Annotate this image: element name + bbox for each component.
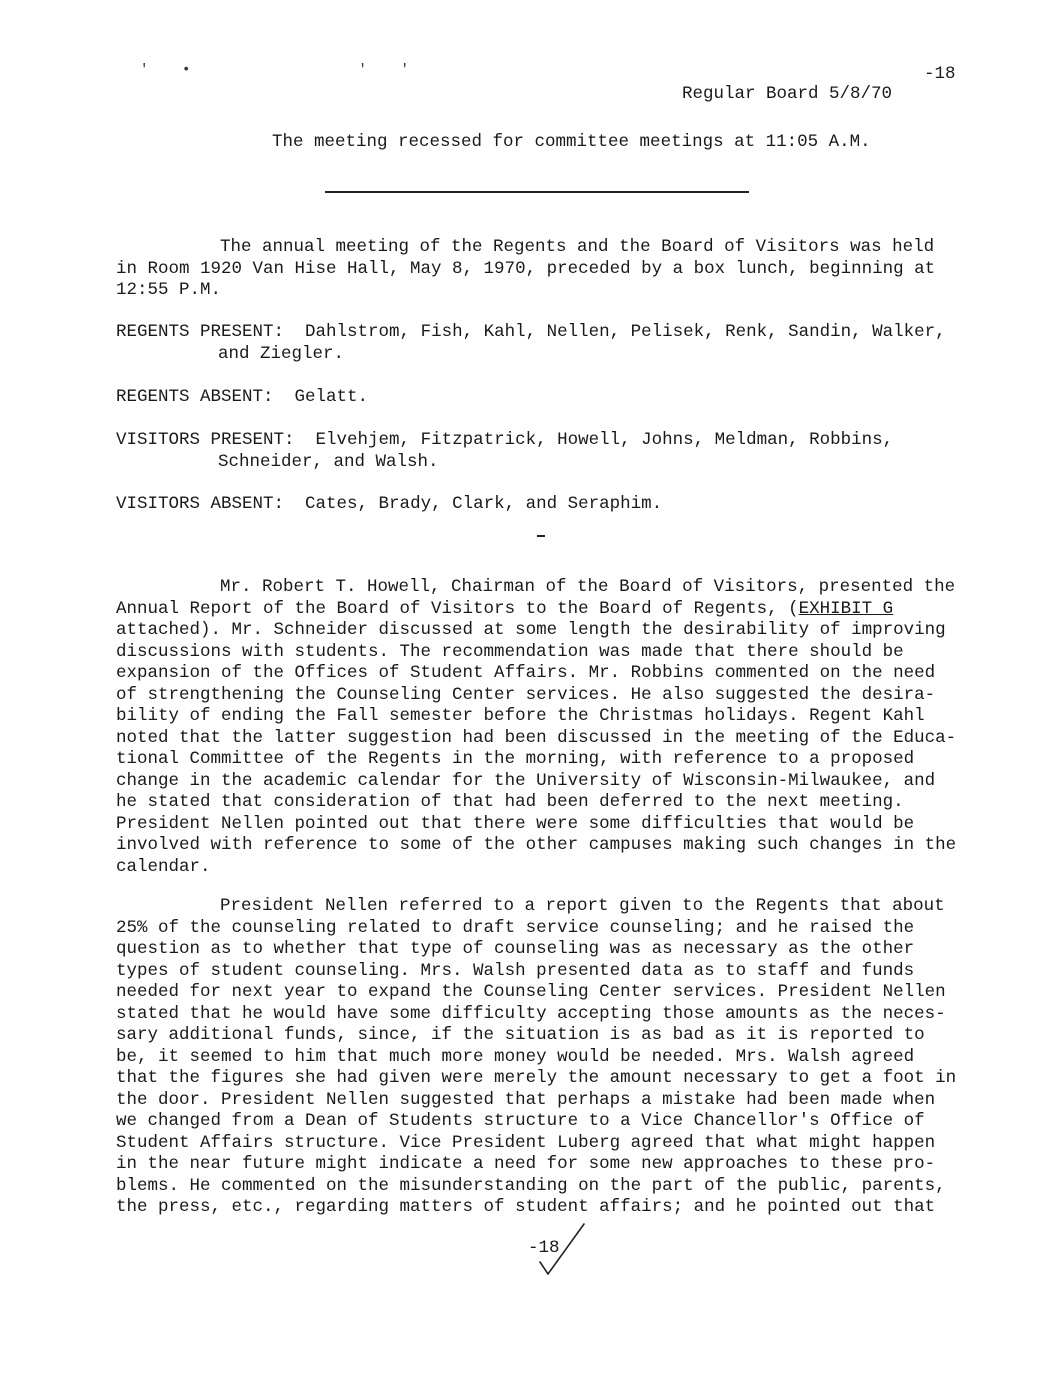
scan-specks: ' • ' ' (140, 62, 409, 78)
regents-present-label: REGENTS PRESENT: (116, 322, 285, 342)
visitors-present-label: VISITORS PRESENT: (116, 430, 295, 450)
visitors-absent (116, 494, 976, 516)
paragraph-annual-report (116, 577, 966, 878)
regents-present (116, 322, 976, 365)
regents-absent-names: Gelatt. (294, 387, 369, 407)
intro-paragraph (116, 237, 966, 302)
section-divider (325, 191, 749, 193)
regents-present-names: Dahlstrom, Fish, Kahl, Nellen, Pelisek, Renk, Sandin, Walker, (305, 322, 946, 342)
visitors-present-names: Elvehjem, Fitzpatrick, Howell, Johns, Meldman, Robbins, (315, 430, 894, 450)
visitors-absent-label: VISITORS ABSENT: (116, 494, 285, 514)
regents-absent (116, 387, 976, 409)
handwritten-check-mark (536, 1222, 596, 1282)
exhibit-reference: EXHIBIT G (798, 598, 894, 619)
recess-line: The meeting recessed for committee meetings at 11:05 A.M. (272, 132, 871, 152)
paragraph-counseling (116, 896, 966, 1219)
header-title: Regular Board 5/8/70 (682, 84, 893, 104)
visitors-absent-names: Cates, Brady, Clark, and Seraphim. (305, 494, 663, 514)
visitors-present (116, 430, 976, 473)
regents-absent-label: REGENTS ABSENT: (116, 387, 274, 407)
intro-paragraph-text: The annual meeting of the Regents and the Board of Visitors was held in Room 1920 Van Hise Hall, May 8, 1970, preceded by a box lunch, beginning at 12:55 P.M. (116, 237, 936, 300)
header-page-marker: -18 (924, 64, 956, 84)
visitors-present-names-cont: Schneider, and Walsh. (218, 451, 439, 472)
regents-present-names-cont: and Ziegler. (218, 343, 345, 364)
paragraph-annual-report-text-cont: attached). Mr. Schneider discussed at some length the desirability of improving discussions with students. The recommendation was made that there should be expansion of the Offices of Student Affairs. Mr. Robbins commented on the need of strengthening the Counseling Center services. He also suggested the desira- bility of ending the Fall semester before the Christmas holidays. Regent Kahl noted that the latter suggestion had been discussed in the meeting of the Educa- tional Committee of the Regents in the morning, with reference to a proposed change in the academic calendar for the University of Wisconsin-Milwaukee, and he stated that consideration of that had been deferred to the next meeting. President Nellen pointed out that there were some difficulties that would be involved with reference to some of the other campuses making such changes in the calendar. (116, 620, 957, 877)
paragraph-counseling-text: President Nellen referred to a report given to the Regents that about 25% of the counseling related to draft service counseling; and he raised the question as to whether that type of counseling was as necessary as the other types of student counseling. Mrs. Walsh presented data as to staff and funds needed for next year to expand the Counseling Center services. President Nellen stated that he would have some difficulty accepting those amounts as the neces- sary additional funds, since, if the situation is as bad as it is reported to be, it seemed to him that much more money would be needed. Mrs. Walsh agreed that the figures she had given were merely the amount necessary to get a foot in the door. President Nellen suggested that perhaps a mistake had been made when we changed from a Dean of Students structure to a Vice Chancellor's Office of Student Affairs structure. Vice President Luberg agreed that what might happen in the near future might indicate a need for some new approaches to these pro- blems. He commented on the misunderstanding on the part of the public, parents, the press, etc., regarding matters of student affairs; and he pointed out that (116, 896, 957, 1217)
paragraph-annual-report-text: Mr. Robert T. Howell, Chairman of the Board of Visitors, presented the Annual Report of the Board of Visitors to the Board of Regents, ( (116, 577, 956, 619)
separator-dash (537, 535, 545, 537)
page-number-footer: -18 (528, 1238, 560, 1258)
